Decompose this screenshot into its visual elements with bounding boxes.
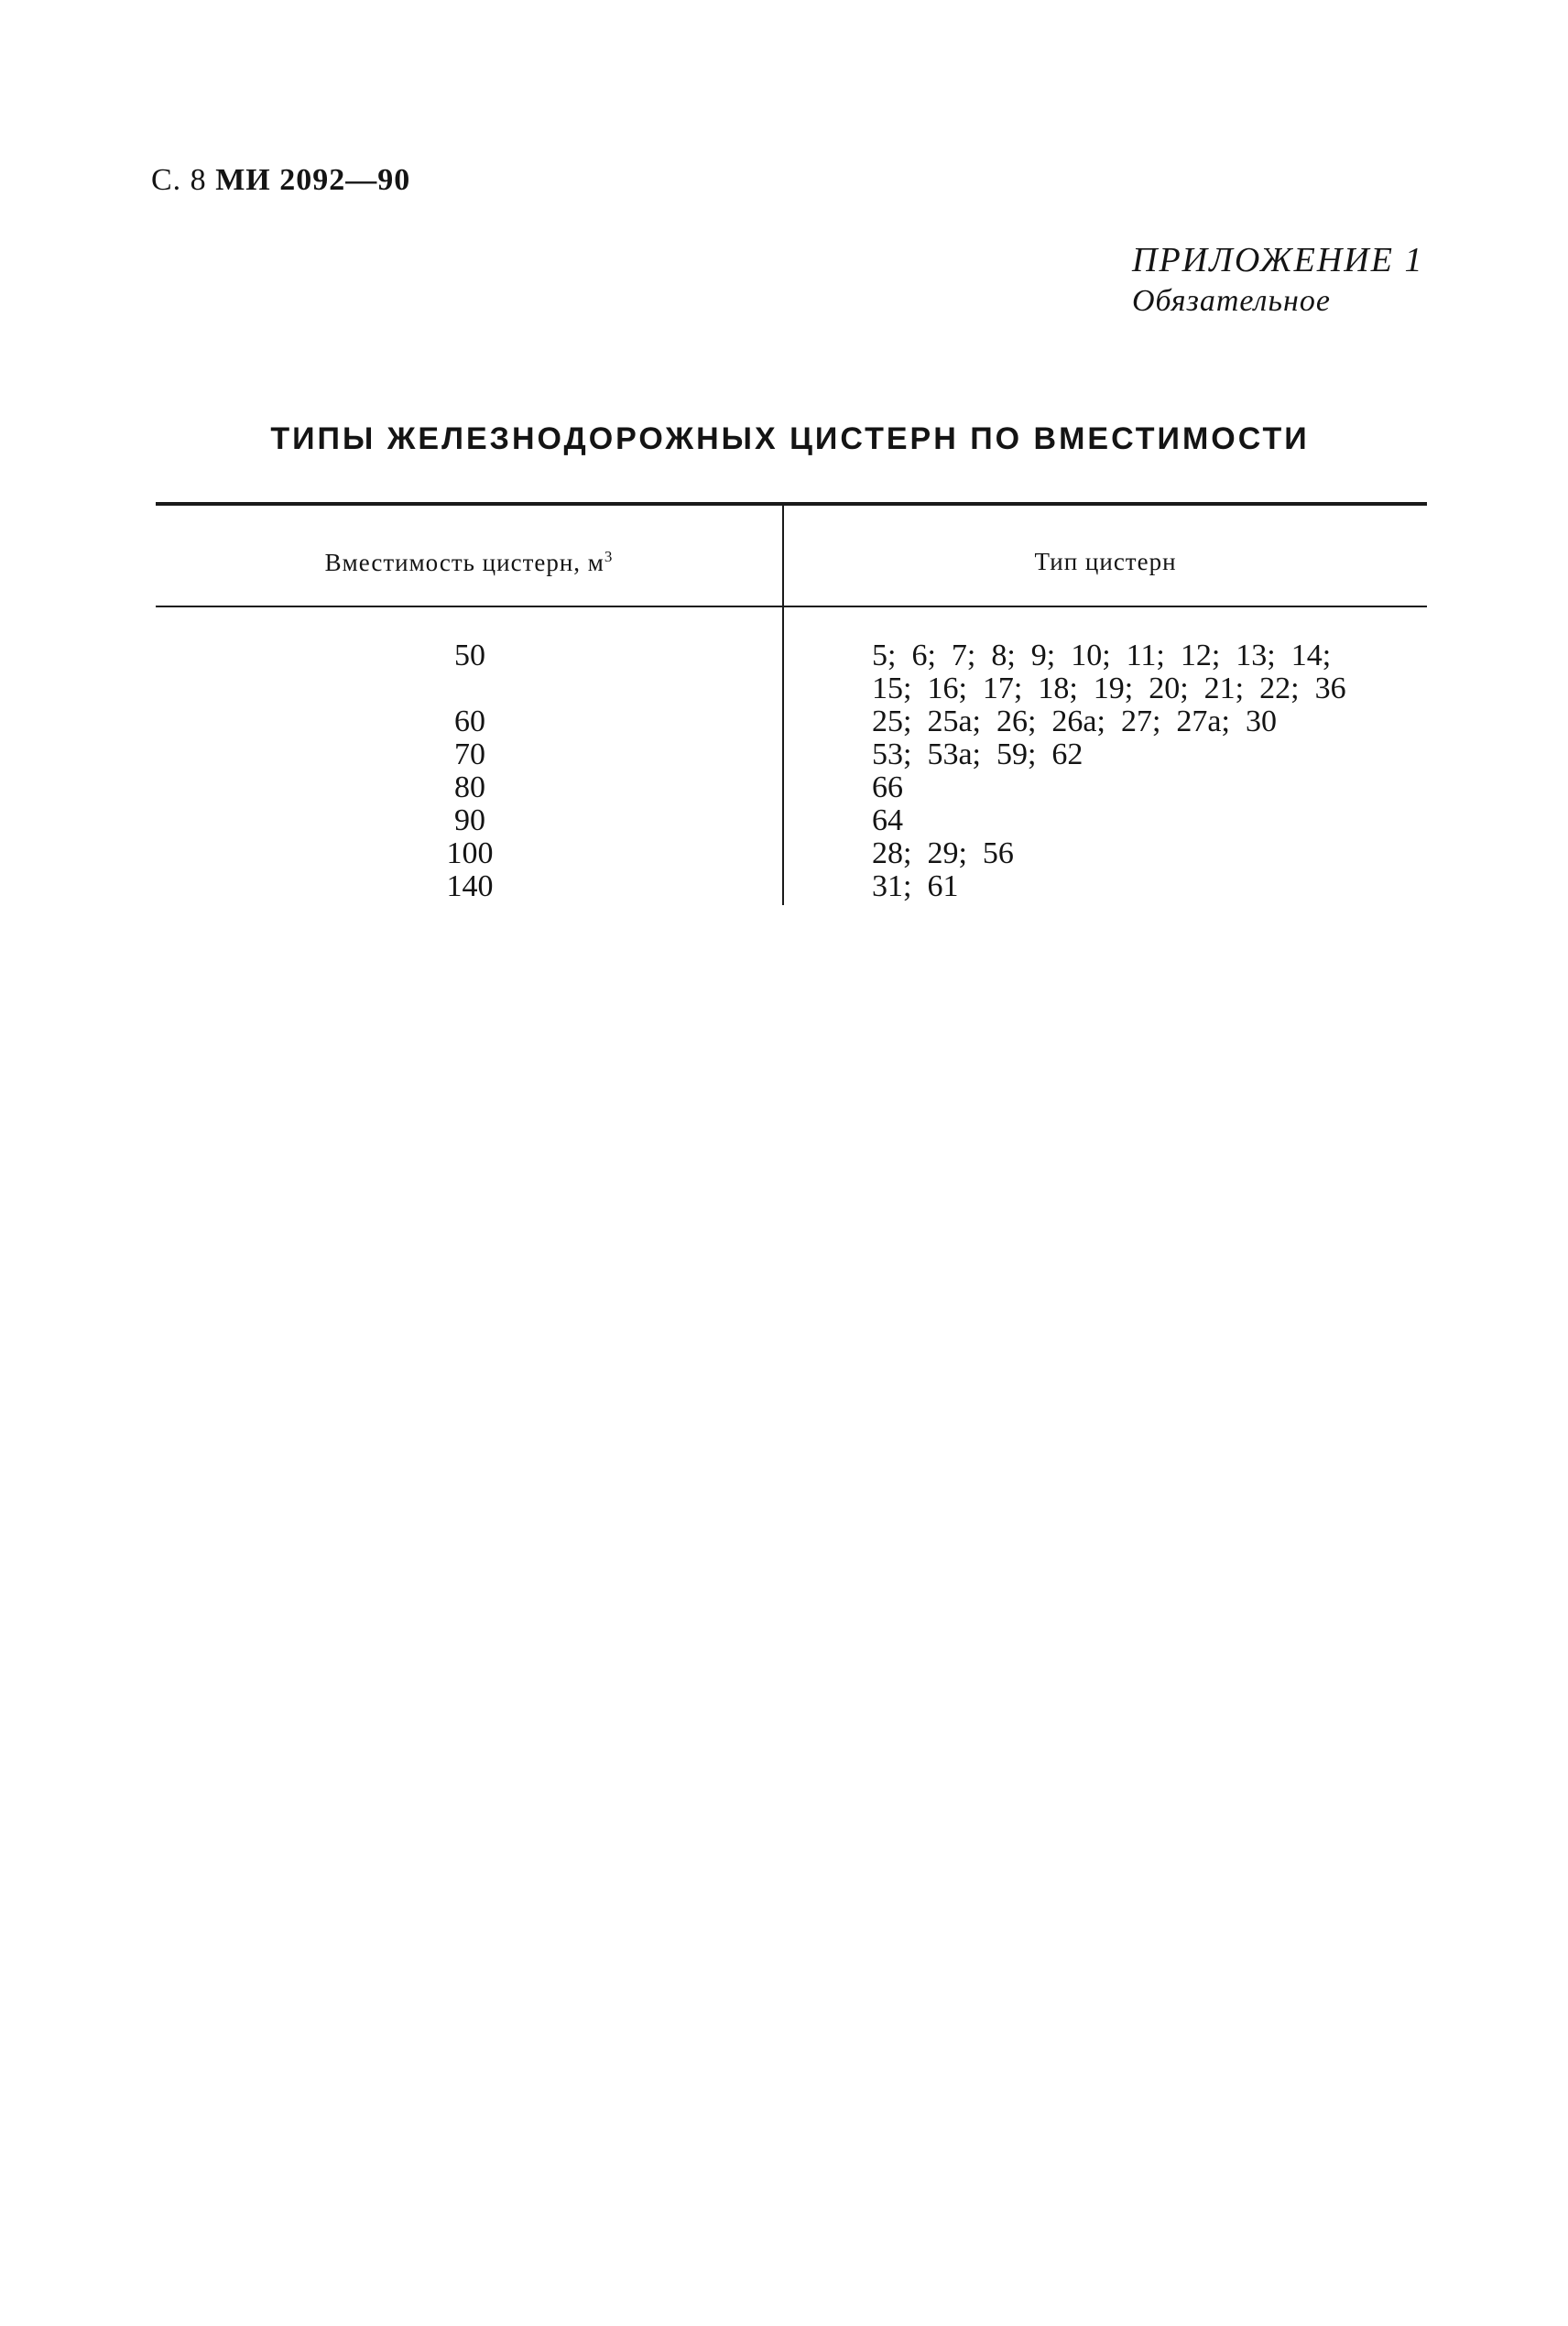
- tank-type-table: [156, 502, 1427, 905]
- table-row-capacity: 100: [446, 836, 494, 870]
- document-title: ТИПЫ ЖЕЛЕЗНОДОРОЖНЫХ ЦИСТЕРН ПО ВМЕСТИМОСТИ: [270, 421, 1310, 456]
- table-row-capacity: 80: [454, 770, 485, 804]
- table-row-types: 25; 25а; 26; 26а; 27; 27а; 30: [872, 704, 1277, 738]
- table-row-types: 64: [872, 803, 903, 837]
- table-row-capacity: 70: [454, 737, 485, 771]
- table-row-capacity: 50: [454, 639, 485, 672]
- table-row-capacity: [287, 672, 653, 705]
- header-capacity-text: Вместимость цистерн, м: [324, 549, 604, 576]
- type-column: [872, 639, 1421, 903]
- page-header: [151, 163, 410, 198]
- table-row-types: 31; 61: [872, 869, 959, 903]
- table-row-capacity: 60: [454, 704, 485, 738]
- page-number: С. 8: [151, 163, 207, 197]
- table-top-rule: [156, 502, 1427, 506]
- capacity-column: [156, 639, 782, 903]
- standard-number: МИ 2092—90: [215, 163, 411, 197]
- header-capacity: [156, 548, 782, 577]
- table-row-types: 66: [872, 770, 903, 804]
- table-row-types: 53; 53а; 59; 62: [872, 737, 1083, 771]
- header-capacity-unit-sup: 3: [604, 548, 614, 565]
- table-row-types: 5; 6; 7; 8; 9; 10; 11; 12; 13; 14;: [872, 639, 1332, 672]
- body-column-divider: [782, 607, 784, 905]
- header-bottom-rule: [156, 606, 1427, 607]
- header-type: Тип цистерн: [1034, 548, 1177, 575]
- appendix-status: Обязательное: [1132, 284, 1331, 318]
- table-row-types: 28; 29; 56: [872, 836, 1014, 870]
- appendix-label: ПРИЛОЖЕНИЕ 1: [1132, 241, 1424, 279]
- table-row-types: 15; 16; 17; 18; 19; 20; 21; 22; 36: [872, 672, 1346, 705]
- table-row-capacity: 90: [454, 803, 485, 837]
- table-row-capacity: 140: [446, 869, 494, 903]
- appendix-block: [1132, 240, 1423, 319]
